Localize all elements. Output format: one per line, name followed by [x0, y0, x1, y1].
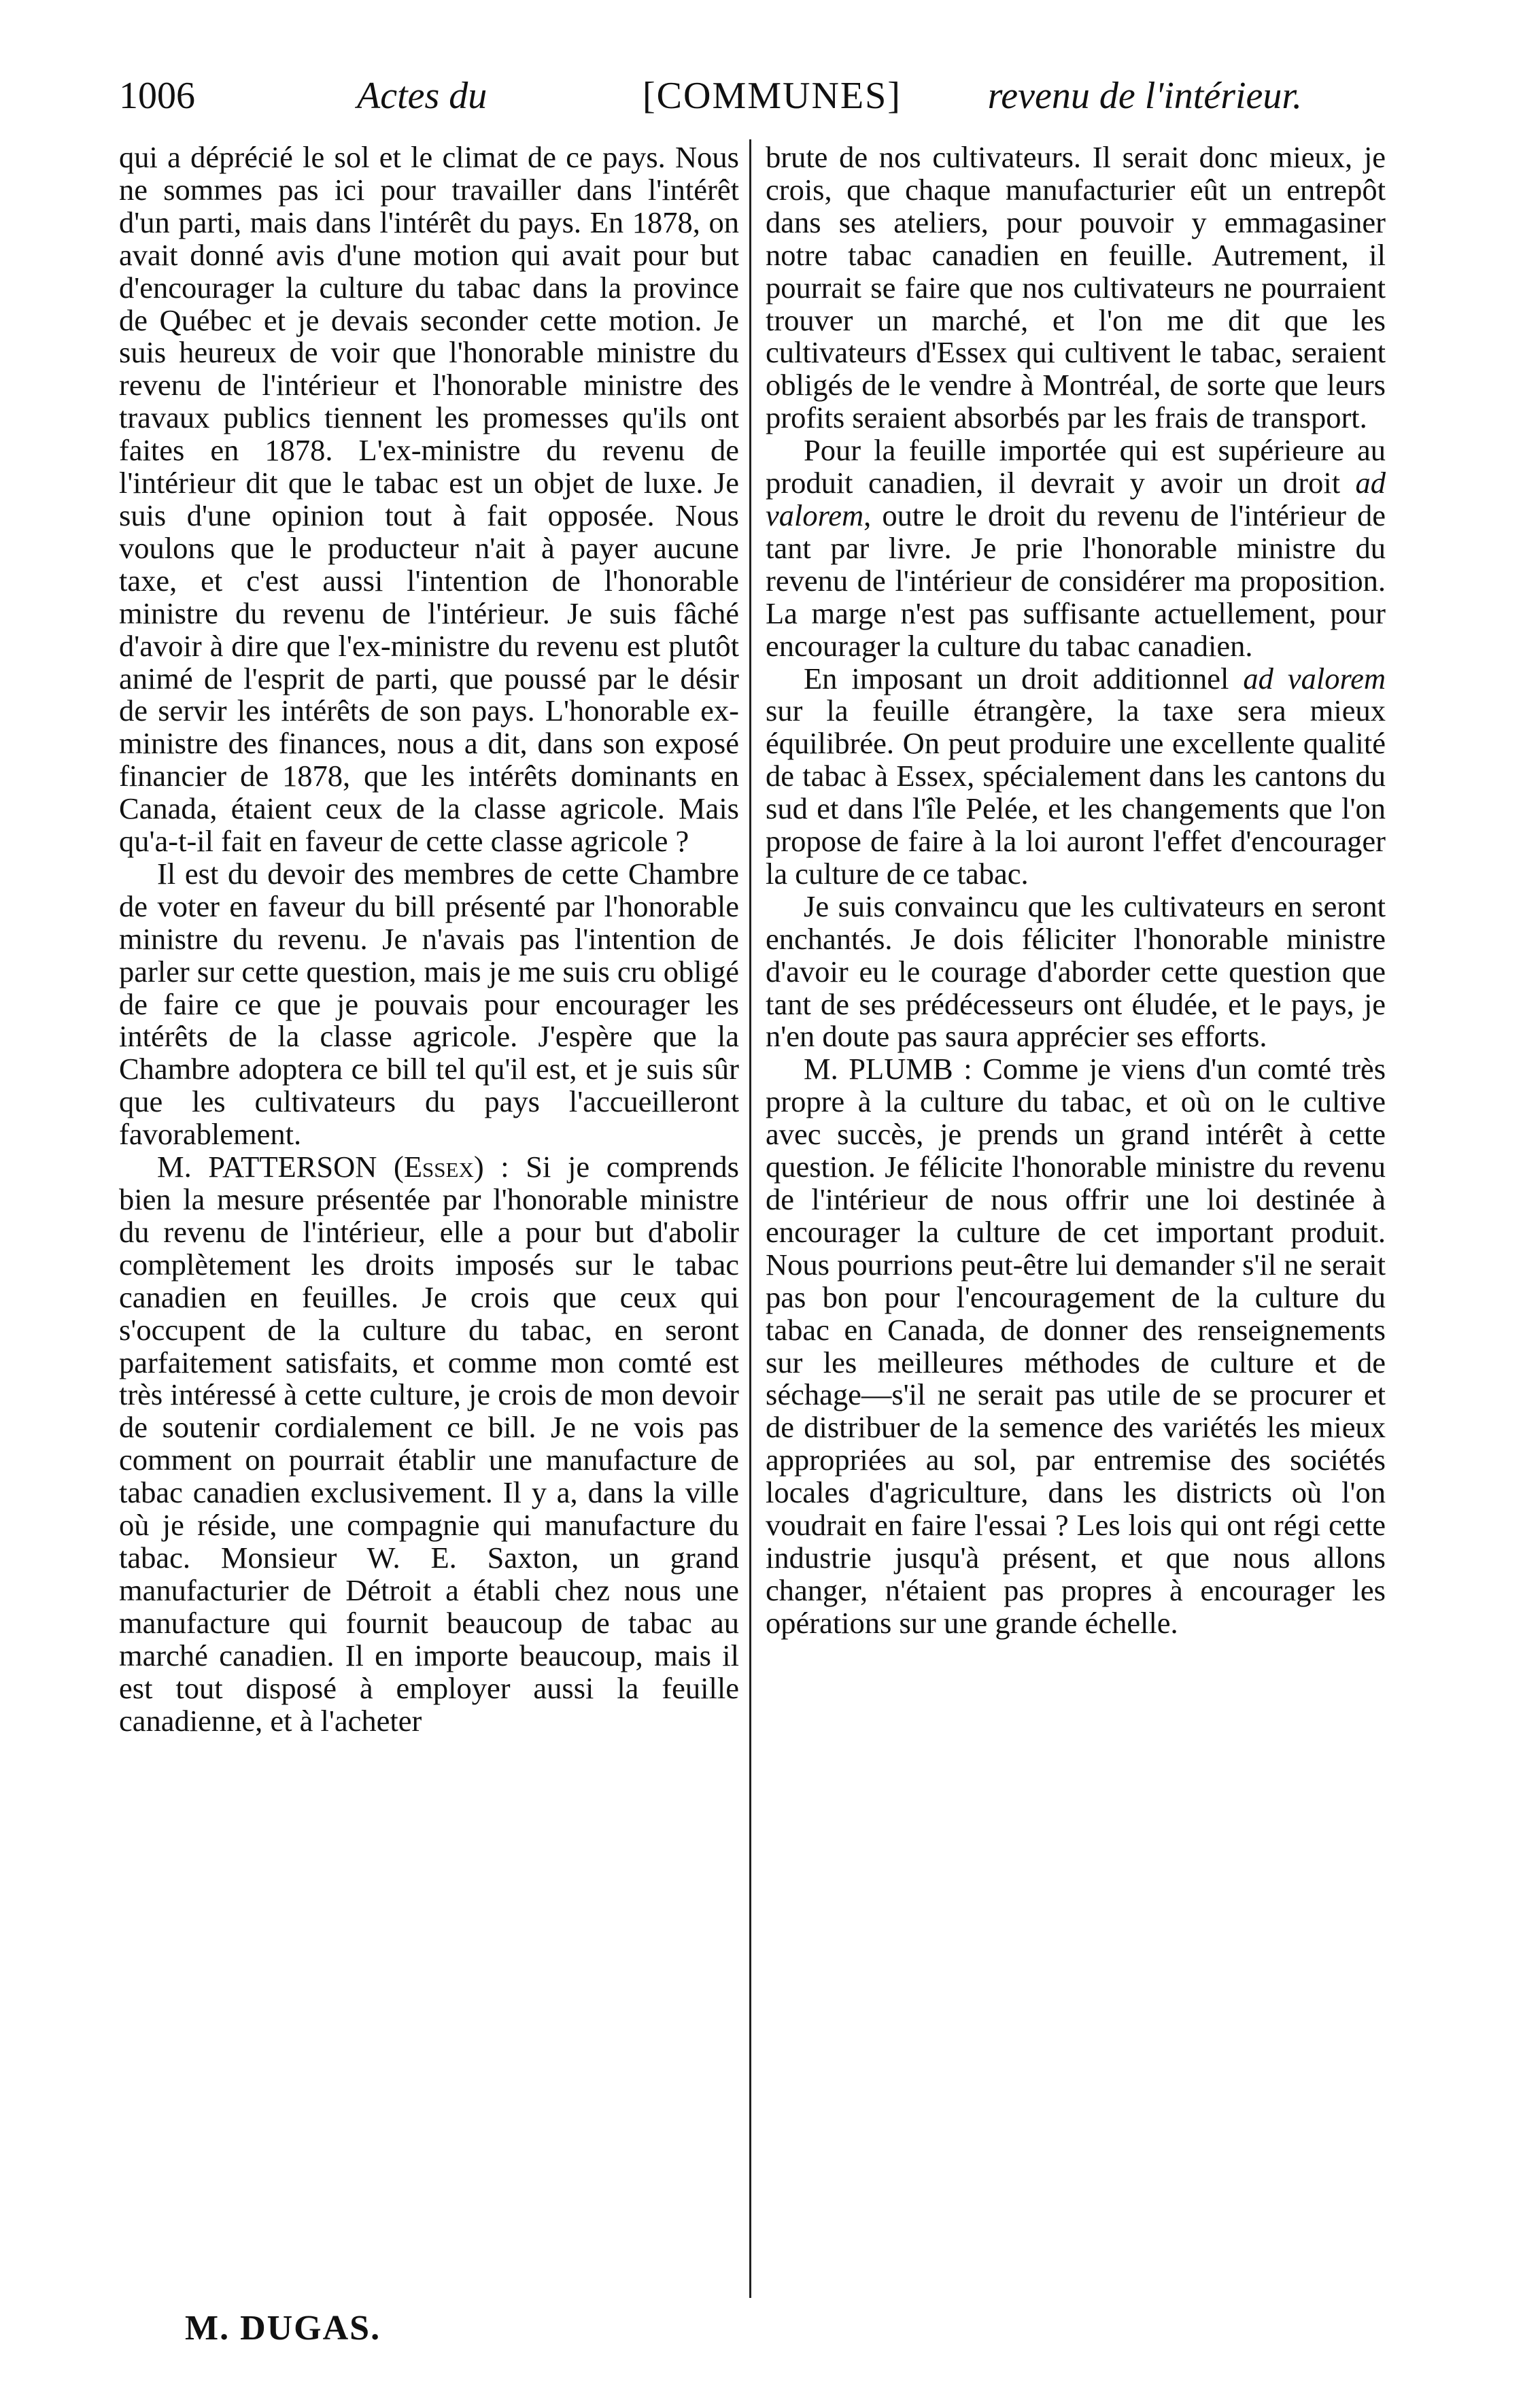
paragraph-text: brute de nos cultivateurs. Il serait donc mieux, je crois, que chaque manufacturier eût un entrepôt dans ses ateliers, pour pouvoir y emmagasiner notre tabac canadien en feuille. Autrement, il pourrait se faire que nos cultivateurs ne pourraient trouver un marché, et l'on me dit que les cultivateurs d'Essex qui cultivent le tabac, seraient obligés de le vendre à Montréal, de sorte que leurs profits seraient absorbés par les frais de transport. [766, 140, 1386, 435]
page-number: 1006 [119, 75, 195, 117]
column-divider [749, 139, 751, 2298]
speaker-name: M. PATTERSON (Essex) : [157, 1150, 509, 1184]
paragraph-text: Comme je viens d'un comté très propre à la culture du tabac, et où on le cultive avec succès, je prends un grand intérêt à cette question. Je félicite l'honorable ministre du revenu de l'intérieur de nous offrir une loi destinée à encourager la culture de cet important produit. Nous pourrions peut-être lui demander s'il ne serait pas bon pour l'encouragement de la culture du tabac en Canada, de donner des renseignements sur les meilleures méthodes de culture et de séchage—s'il ne serait pas utile de se procurer et de distribuer de la semence des variétés les mieux appropriées au sol, par entremise des sociétés locales d'agriculture, dans les districts où l'on voudrait en faire l'essai ? Les lois qui ont régi cette industrie jusqu'à présent, et que nous allons changer, n'étaient pas propres à encourager les opérations sur une grande échelle. [766, 1052, 1386, 1640]
paragraph-text: Pour la feuille importée qui est supérieure au produit canadien, il devrait y avoir un droit [766, 433, 1386, 500]
paragraph-text: , outre le droit du revenu de l'intérieur de tant par livre. Je prie l'honorable ministre du revenu de l'intérieur de considérer ma proposition. La marge n'est pas suffisante actuellement, pour encourager la culture du tabac canadien. [766, 498, 1386, 663]
header-center-title: [COMMUNES] [643, 75, 902, 117]
left-column [119, 141, 739, 1737]
paragraph-text: sur la feuille étrangère, la taxe sera mieux équilibrée. On peut produire une excellente qualité de tabac à Essex, spécialement dans les cantons du sud et dans l'île Pelée, et les changements que l'on propose de faire à la loi auront l'effet d'encourager la culture de ce tabac. [766, 693, 1386, 891]
latin-term: ad valorem [766, 466, 1386, 532]
running-header [119, 65, 1302, 126]
footer-signature: M. DUGAS. [185, 2309, 381, 2348]
paragraph [119, 1151, 739, 1737]
paragraph [119, 141, 739, 858]
paragraph-text: En imposant un droit additionnel [804, 661, 1244, 696]
paragraph-text: Si je comprends bien la mesure présentée par l'honorable ministre du revenu de l'intérieur, elle a pour but d'abolir complètement les droits imposés sur le tabac canadien en feuilles. Je crois que ceux qui s'occupent de la culture du tabac, en seront parfaitement satisfaits, et comme mon comté est très intéressé à cette culture, je crois de mon devoir de soutenir cordialement ce bill. Je ne vois pas comment on pourrait établir une manufacture de tabac canadien exclusivement. Il y a, dans la ville où je réside, une compagnie qui manufacture du tabac. Monsieur W. E. Saxton, un grand manufacturier de Détroit a établi chez nous une manufacture qui fournit beaucoup de tabac au marché canadien. Il en importe beaucoup, mais il est tout disposé à employer aussi la feuille canadienne, et à l'acheter [119, 1150, 739, 1738]
paragraph [766, 663, 1386, 891]
right-column [766, 141, 1386, 1640]
paragraph-text: qui a déprécié le sol et le climat de ce pays. Nous ne sommes pas ici pour travailler dans l'intérêt d'un parti, mais dans l'intérêt du pays. En 1878, on avait donné avis d'une motion qui avait pour but d'encourager la culture du tabac dans la province de Québec et je devais seconder cette motion. Je suis heureux de voir que l'honorable ministre du revenu de l'intérieur et l'honorable ministre des travaux publics tiennent les promesses qu'ils ont faites en 1878. L'ex-ministre du revenu de l'intérieur dit que le tabac est un objet de luxe. Je suis d'une opinion tout à fait opposée. Nous voulons que le producteur n'ait à payer aucune taxe, et c'est aussi l'intention de l'honorable ministre du revenu de l'intérieur. Je suis fâché d'avoir à dire que l'ex-ministre du revenu est plutôt animé de l'esprit de parti, que poussé par le désir de servir les intérêts de son pays. L'honorable ex-ministre des finances, nous a dit, dans son exposé financier de 1878, que les intérêts dominants en Canada, étaient ceux de la classe agricole. Mais qu'a-t-il fait en faveur de cette classe agricole ? [119, 140, 739, 859]
paragraph [119, 858, 739, 1151]
latin-term: ad valorem [1243, 661, 1386, 696]
paragraph-text: Je suis convaincu que les cultivateurs en seront enchantés. Je dois féliciter l'honorable ministre d'avoir eu le courage d'aborder cette question que tant de ses prédécesseurs ont éludée, et le pays, je n'en doute pas saura apprécier ses efforts. [766, 889, 1386, 1054]
paragraph [766, 891, 1386, 1054]
paragraph-text: Il est du devoir des membres de cette Chambre de voter en faveur du bill présenté par l'honorable ministre du revenu. Je n'avais pas l'intention de parler sur cette question, mais je me suis cru obligé de faire ce que je pouvais pour encourager les intérêts de la classe agricole. J'espère que la Chambre adoptera ce bill tel qu'il est, et je suis sûr que les cultivateurs du pays l'accueilleront favorablement. [119, 856, 739, 1152]
paragraph [766, 434, 1386, 662]
paragraph [766, 1053, 1386, 1639]
header-left-title: Actes du [357, 75, 487, 117]
header-right-title: revenu de l'intérieur. [987, 75, 1302, 117]
speaker-name: M. PLUMB : [804, 1052, 972, 1086]
paragraph [766, 141, 1386, 434]
